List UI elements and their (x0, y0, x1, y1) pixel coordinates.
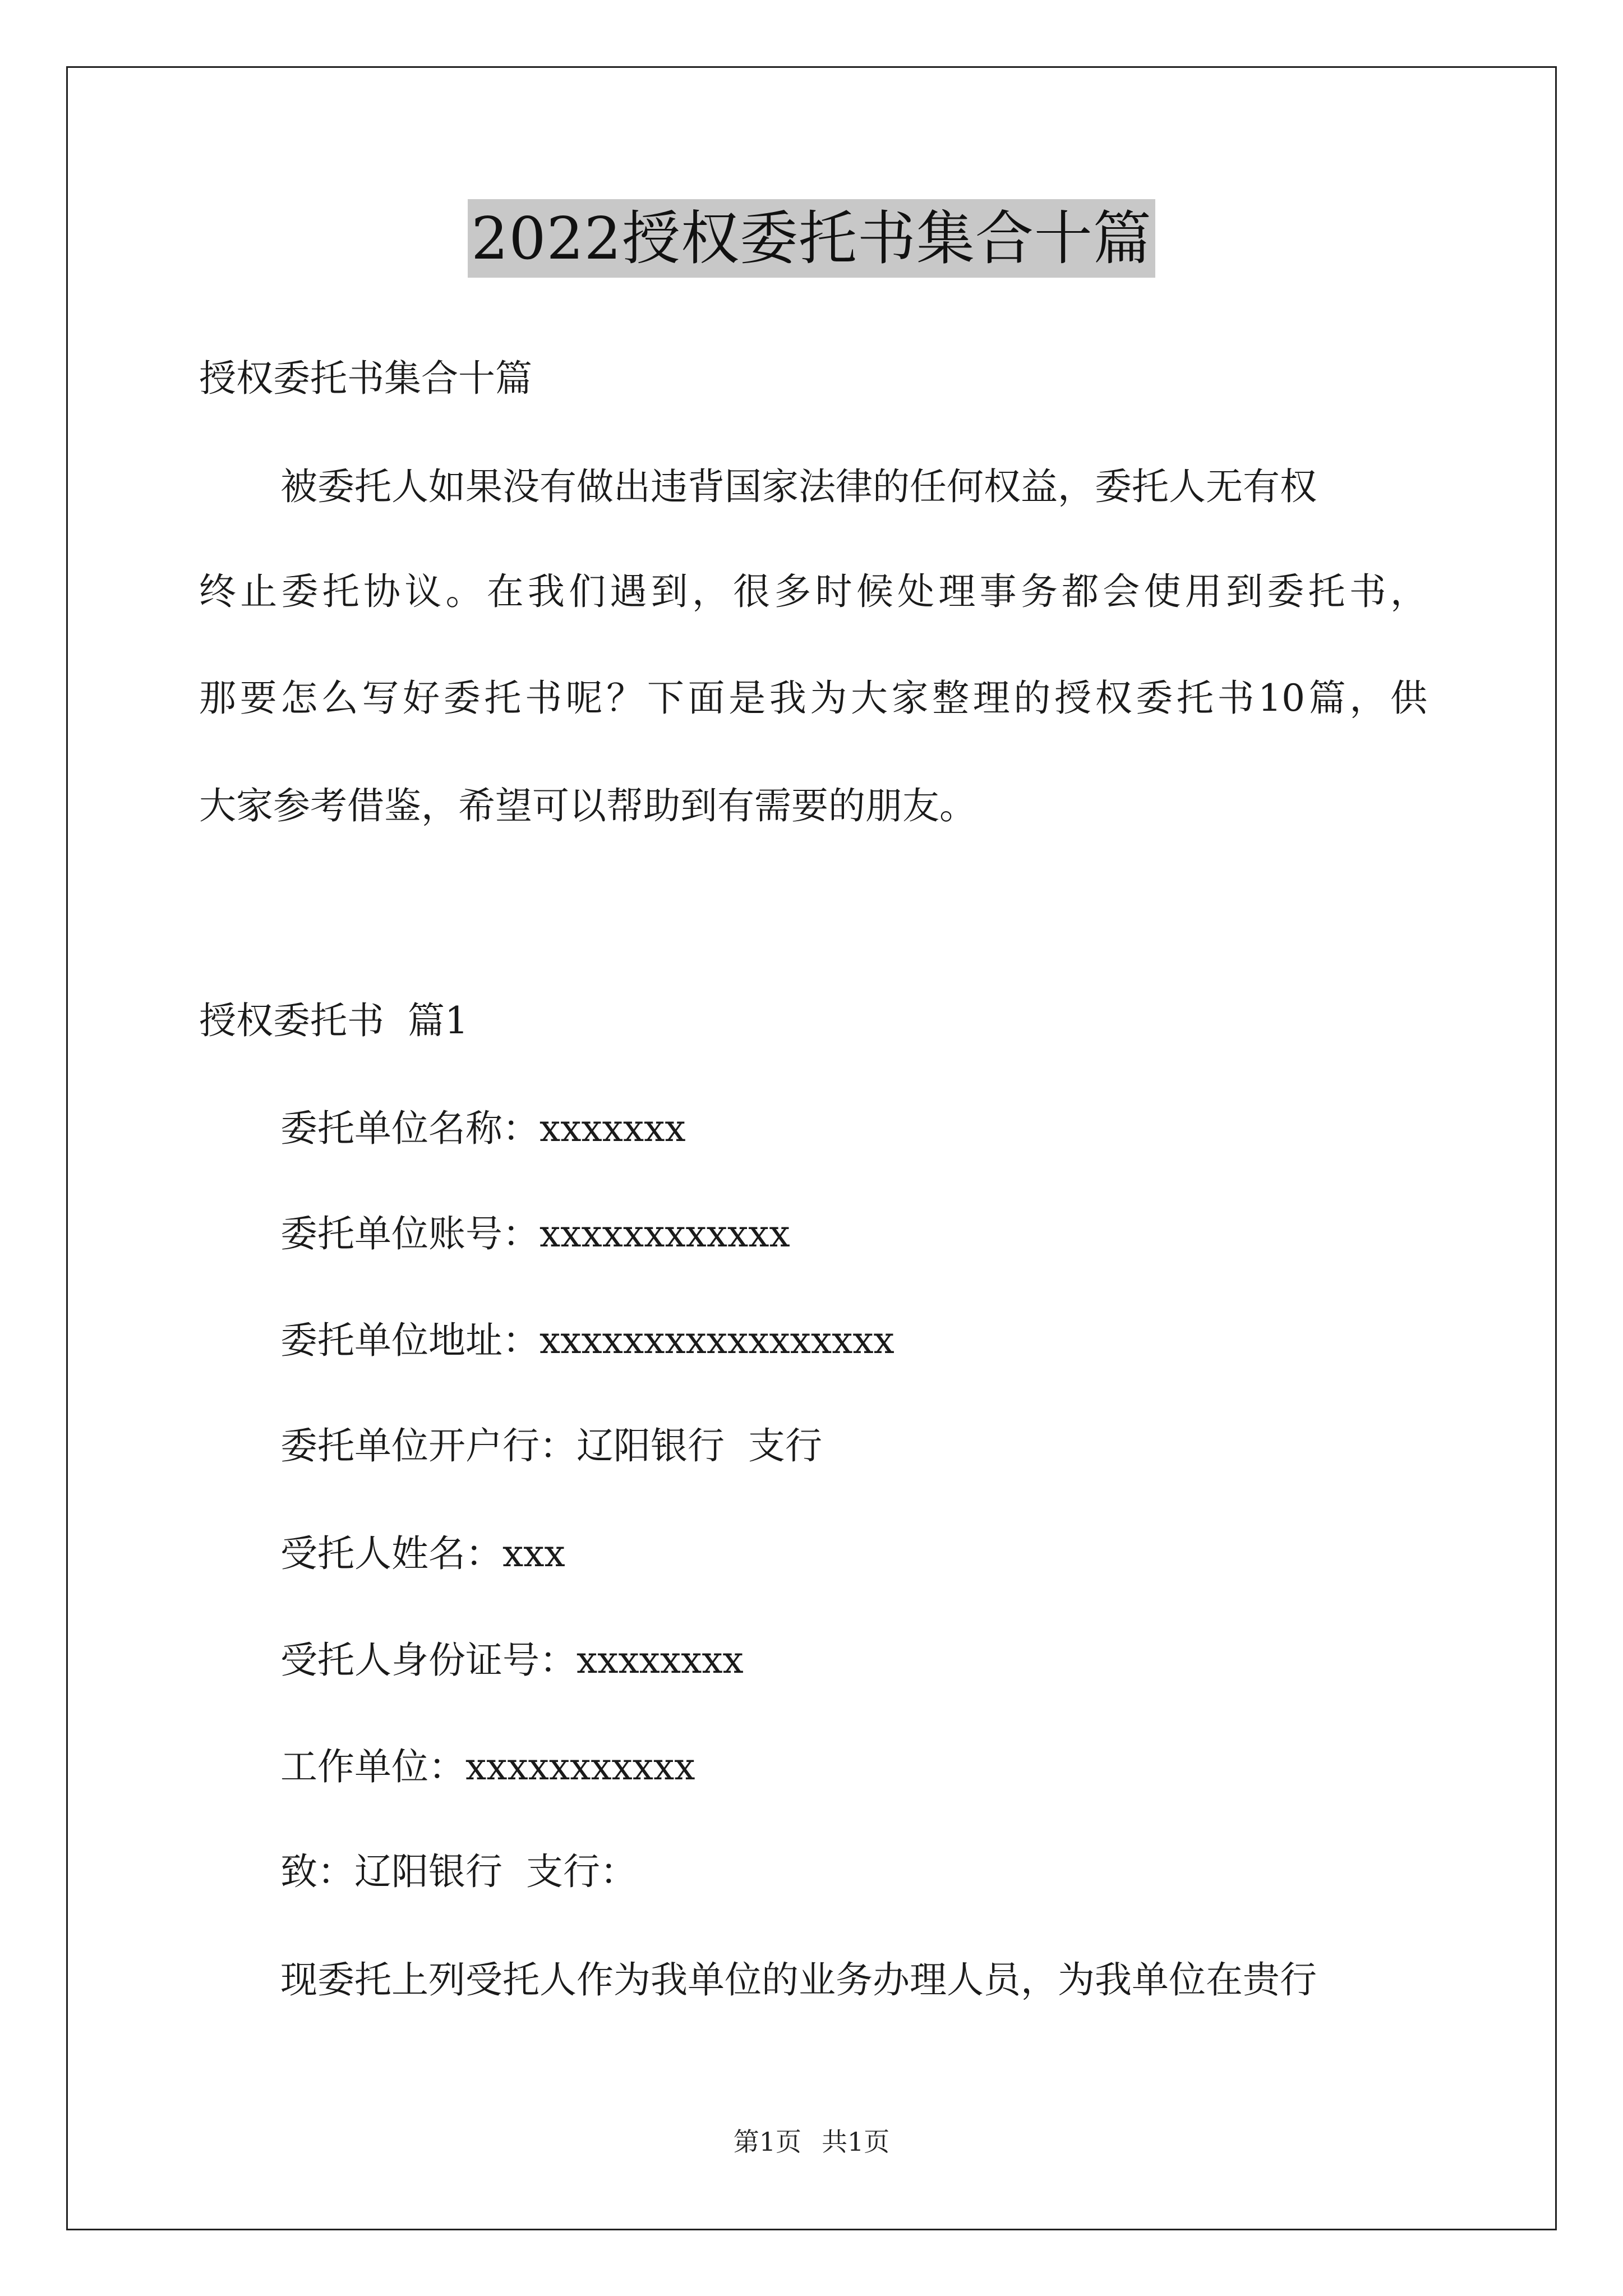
document-title: 2022授权委托书集合十篇 (468, 199, 1155, 278)
page-number-current: 第1页 (733, 2127, 801, 2157)
field-work-unit: 工作单位：xxxxxxxxxxx (280, 1745, 695, 1788)
intro-line-2: 终止委托协议。在我们遇到，很多时候处理事务都会使用到委托书， (199, 570, 1427, 613)
salutation: 致：辽阳银行 支行： (280, 1850, 637, 1893)
field-agent-id: 受托人身份证号：xxxxxxxx (280, 1639, 744, 1682)
field-client-account: 委托单位账号：xxxxxxxxxxxx (280, 1212, 790, 1255)
field-client-bank: 委托单位开户行：辽阳银行 支行 (280, 1424, 822, 1467)
intro-line-1: 被委托人如果没有做出违背国家法律的任何权益，委托人无有权 (280, 465, 1317, 508)
field-client-address: 委托单位地址：xxxxxxxxxxxxxxxxx (280, 1319, 895, 1362)
title-container (0, 199, 1623, 278)
intro-line-4: 大家参考借鉴，希望可以帮助到有需要的朋友。 (199, 784, 976, 827)
body-line: 现委托上列受托人作为我单位的业务办理人员，为我单位在贵行 (280, 1958, 1317, 2001)
field-agent-name: 受托人姓名：xxx (280, 1532, 565, 1575)
document-subtitle: 授权委托书集合十篇 (199, 357, 532, 400)
page-number-total: 共1页 (822, 2127, 890, 2157)
field-client-name: 委托单位名称：xxxxxxx (280, 1107, 686, 1150)
intro-line-3: 那要怎么写好委托书呢？下面是我为大家整理的授权委托书10篇，供 (199, 677, 1427, 720)
section-heading: 授权委托书 篇1 (199, 999, 468, 1042)
page-footer (0, 2125, 1623, 2159)
